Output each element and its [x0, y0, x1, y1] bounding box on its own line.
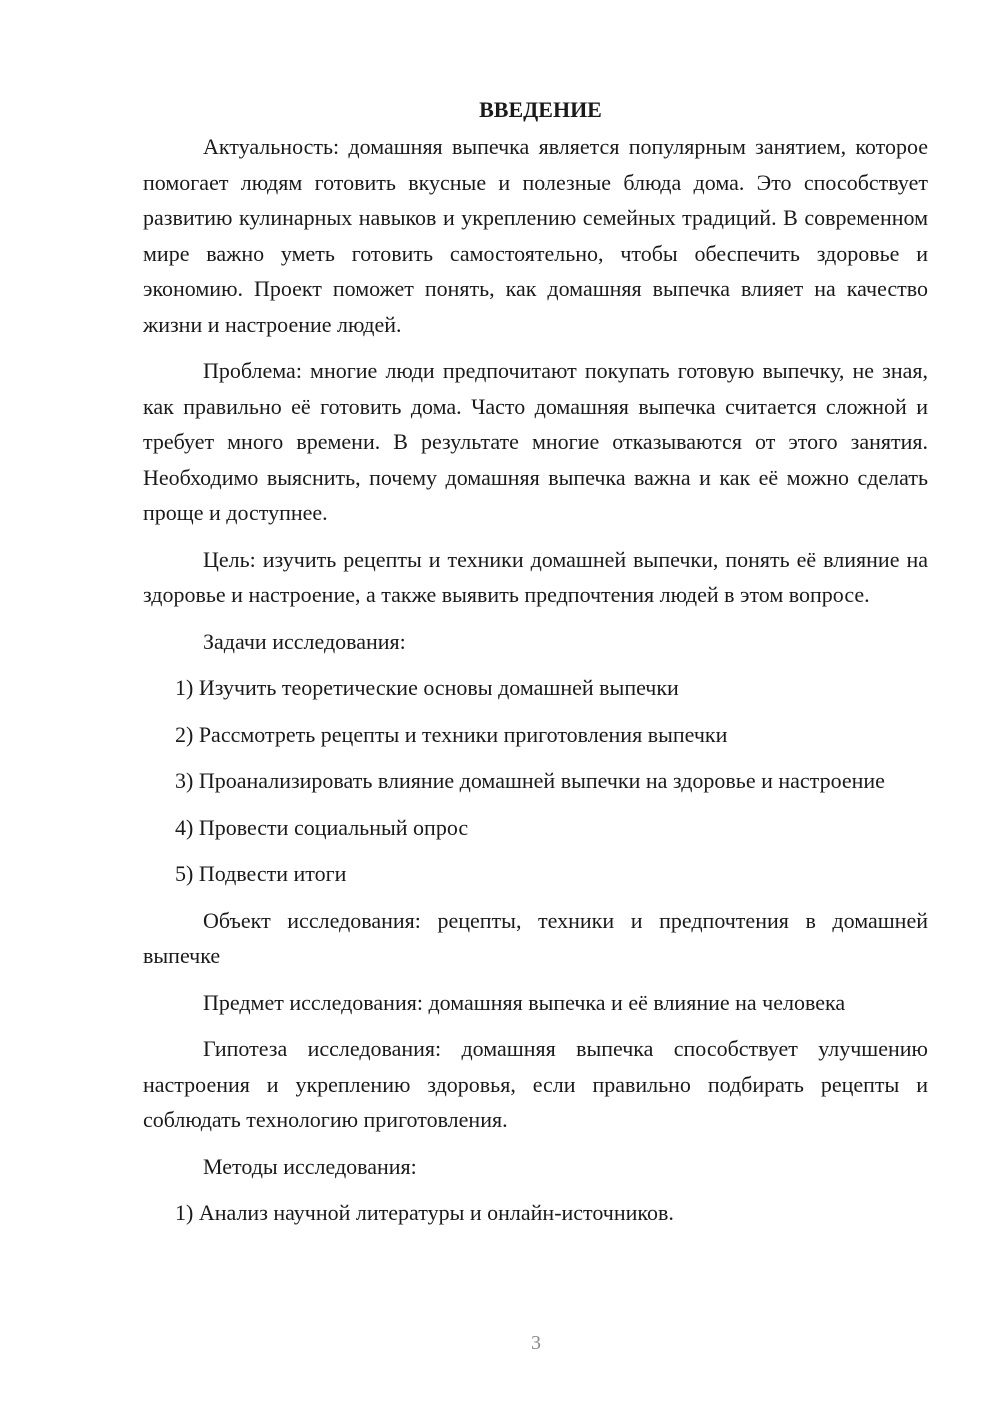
page-number: 3	[531, 1332, 541, 1354]
problem-paragraph: Проблема: многие люди предпочитают покупать готовую выпечку, не зная, как правильно её готовить дома. Часто домашняя выпечка считается сложной и требует много времени. В результате многие отказываются от этого занятия. Необходимо выяснить, почему домашняя выпечка важна и как её можно сделать проще и доступнее.	[143, 358, 928, 525]
task-item-4: 4) Провести социальный опрос	[175, 814, 469, 840]
task-item-1: 1) Изучить теоретические основы домашней выпечки	[175, 675, 679, 700]
page-content	[143, 92, 928, 1231]
methods-title: Методы исследования:	[203, 1153, 417, 1179]
object-paragraph: Объект исследования: рецепты, техники и предпочтения в домашней выпечке	[143, 907, 928, 968]
task-item-5: 5) Подвести итоги	[175, 861, 347, 886]
page-heading: ВВЕДЕНИЕ	[479, 97, 602, 122]
tasks-title: Задачи исследования:	[203, 628, 406, 654]
task-item-2: 2) Рассмотреть рецепты и техники приготовления выпечки	[175, 721, 728, 747]
task-item-3: 3) Проанализировать влияние домашней выпечки на здоровье и настроение	[175, 768, 885, 793]
method-item-1: 1) Анализ научной литературы и онлайн-источников.	[175, 1200, 674, 1225]
relevance-paragraph: Актуальность: домашняя выпечка является популярным занятием, которое помогает людям готовить вкусные и полезные блюда дома. Это способствует развитию кулинарных навыков и укреплению семейных традиций. В современном мире важно уметь готовить самостоятельно, чтобы обеспечить здоровье и экономию. Проект поможет понять, как домашняя выпечка влияет на качество жизни и настроение людей.	[143, 134, 928, 337]
hypothesis-paragraph: Гипотеза исследования: домашняя выпечка способствует улучшению настроения и укреплению здоровья, если правильно подбирать рецепты и соблюдать технологию приготовления.	[143, 1036, 928, 1132]
subject-paragraph: Предмет исследования: домашняя выпечка и её влияние на человека	[203, 989, 846, 1015]
goal-paragraph: Цель: изучить рецепты и техники домашней выпечки, понять её влияние на здоровье и настроение, а также выявить предпочтения людей в этом вопросе.	[143, 546, 928, 607]
